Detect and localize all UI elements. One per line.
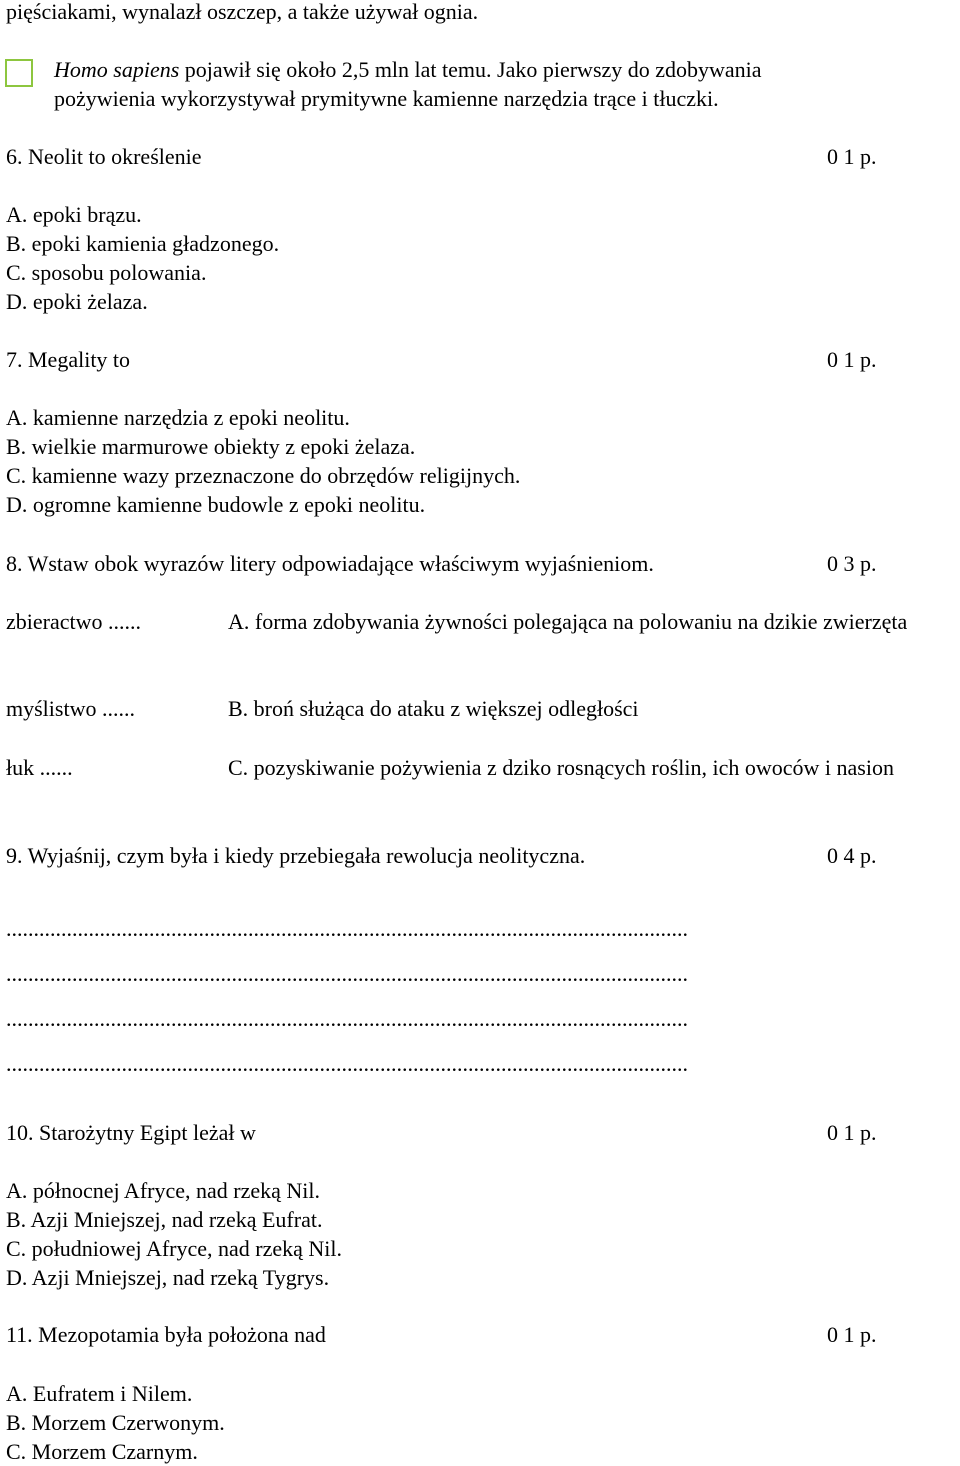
q11-points: 0 1 p. — [827, 1322, 877, 1347]
statement-rest: pojawił się około 2,5 mln lat temu. Jako pierwszy do zdobywania — [179, 57, 762, 82]
q7-option-d: D. ogromne kamienne budowle z epoki neolitu. — [6, 492, 426, 517]
q9-question: 9. Wyjaśnij, czym była i kiedy przebiegała rewolucja neolityczna. — [6, 843, 586, 868]
q9-answer-line-3[interactable]: ............................................................................................................................ — [6, 1006, 688, 1031]
q11-option-a: A. Eufratem i Nilem. — [6, 1381, 193, 1406]
q8-definition-a: A. forma zdobywania żywności polegająca na polowaniu na dzikie zwierzęta — [228, 609, 908, 634]
q10-option-b: B. Azji Mniejszej, nad rzeką Eufrat. — [6, 1207, 323, 1232]
q6-question: 6. Neolit to określenie — [6, 144, 202, 169]
q8-points: 0 3 p. — [827, 551, 877, 576]
q8-term-gathering: zbieractwo ...... — [6, 609, 141, 634]
q8-term-bow: łuk ...... — [6, 755, 73, 780]
q6-option-b: B. epoki kamienia gładzonego. — [6, 231, 280, 256]
q7-option-c: C. kamienne wazy przeznaczone do obrzędów religijnych. — [6, 463, 521, 488]
statement-line-1 — [54, 55, 762, 84]
q11-option-b: B. Morzem Czerwonym. — [6, 1410, 225, 1435]
intro-tail: pięściakami, wynalazł oszczep, a także używał ognia. — [6, 0, 479, 24]
q6-option-c: C. sposobu polowania. — [6, 260, 207, 285]
q10-option-a: A. północnej Afryce, nad rzeką Nil. — [6, 1178, 320, 1203]
q6-points: 0 1 p. — [827, 144, 877, 169]
q8-term-hunting: myślistwo ...... — [6, 696, 135, 721]
q9-points: 0 4 p. — [827, 843, 877, 868]
q6-option-d: D. epoki żelaza. — [6, 289, 148, 314]
q9-answer-line-1[interactable]: ............................................................................................................................ — [6, 916, 688, 941]
q10-option-c: C. południowej Afryce, nad rzeką Nil. — [6, 1236, 343, 1261]
q10-question: 10. Starożytny Egipt leżał w — [6, 1120, 256, 1145]
q8-definition-c: C. pozyskiwanie pożywienia z dziko rosnących roślin, ich owoców i nasion — [228, 755, 894, 780]
q9-answer-line-2[interactable]: ............................................................................................................................ — [6, 961, 688, 986]
statement-line-2: pożywienia wykorzystywał prymitywne kamienne narzędzia trące i tłuczki. — [54, 86, 719, 111]
statement-italic: Homo sapiens — [54, 57, 180, 82]
q9-answer-line-4[interactable]: ............................................................................................................................ — [6, 1051, 688, 1076]
q10-points: 0 1 p. — [827, 1120, 877, 1145]
q7-option-b: B. wielkie marmurowe obiekty z epoki żelaza. — [6, 434, 416, 459]
q11-question: 11. Mezopotamia była położona nad — [6, 1322, 326, 1347]
q6-option-a: A. epoki brązu. — [6, 202, 142, 227]
q7-option-a: A. kamienne narzędzia z epoki neolitu. — [6, 405, 350, 430]
q8-question: 8. Wstaw obok wyrazów litery odpowiadające właściwym wyjaśnieniom. — [6, 551, 654, 576]
q10-option-d: D. Azji Mniejszej, nad rzeką Tygrys. — [6, 1265, 330, 1290]
q11-option-c: C. Morzem Czarnym. — [6, 1439, 198, 1464]
q7-question: 7. Megality to — [6, 347, 131, 372]
q7-points: 0 1 p. — [827, 347, 877, 372]
q8-definition-b: B. broń służąca do ataku z większej odległości — [228, 696, 639, 721]
answer-checkbox[interactable] — [5, 59, 33, 87]
